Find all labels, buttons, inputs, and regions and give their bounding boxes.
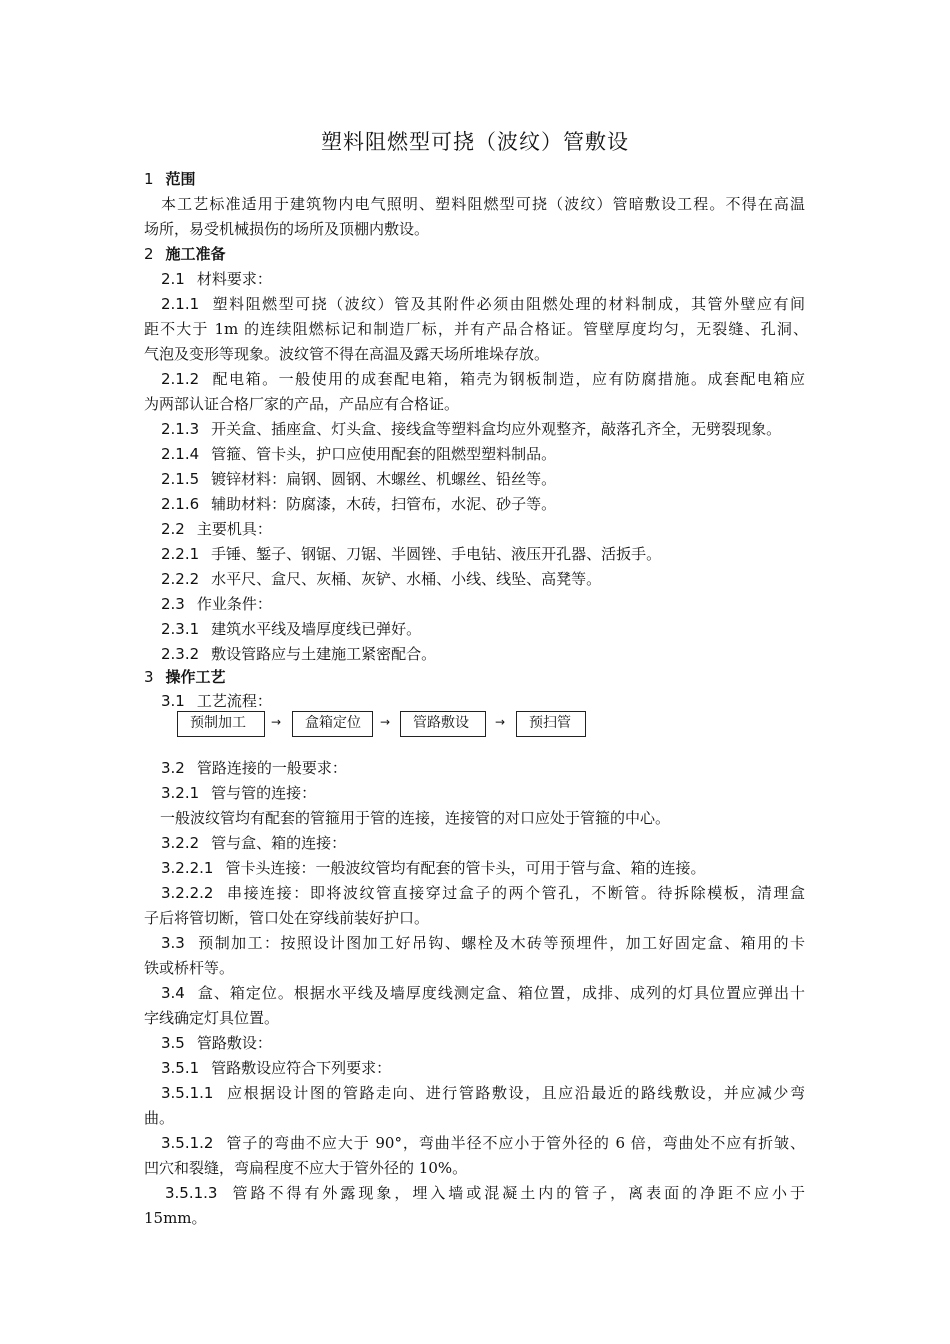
clause-3-4 xyxy=(161,983,805,1003)
section-number: 1 xyxy=(144,170,154,188)
clause-2-1-6 xyxy=(161,494,825,514)
clause-3-5-1 xyxy=(161,1058,825,1078)
clause-3-1 xyxy=(161,691,825,711)
clause-number: 3.2.2.1 xyxy=(161,859,214,877)
flow-step-pipe-sweeping: 预扫管 xyxy=(516,711,586,737)
clause-number: 2.1.1 xyxy=(161,295,200,313)
clause-2-1-1 xyxy=(161,294,805,314)
clause-text: 管箍、管卡头，护口应使用配套的阻燃型塑料制品。 xyxy=(211,445,557,463)
flow-step-box-positioning: 盒箱定位 xyxy=(292,711,373,737)
clause-3-2 xyxy=(161,758,825,778)
clause-text: 管与盒、箱的连接： xyxy=(211,834,347,852)
clause-text: 管卡头连接：一般波纹管均有配套的管卡头，可用于管与盒、箱的连接。 xyxy=(225,859,706,877)
clause-text: 管路敷设： xyxy=(196,1034,272,1052)
clause-number: 3.5.1.2 xyxy=(161,1134,214,1152)
clause-text: 管路敷设应符合下列要求： xyxy=(211,1059,392,1077)
clause-number: 3.2.1 xyxy=(161,784,200,802)
clause-text: 手锤、錾子、钢锯、刀锯、半圆锉、手电钻、液压开孔器、活扳手。 xyxy=(211,545,662,563)
clause-number: 3.5.1.1 xyxy=(161,1084,214,1102)
clause-text: 开关盒、插座盒、灯头盒、接线盒等塑料盒均应外观整齐，敲落孔齐全，无劈裂现象。 xyxy=(211,420,782,438)
clause-2-1-5 xyxy=(161,469,825,489)
clause-text: 配电箱。一般使用的成套配电箱，箱壳为钢板制造，应有防腐措施。成套配电箱应 xyxy=(211,370,805,388)
clause-text: 敷设管路应与土建施工紧密配合。 xyxy=(211,645,437,663)
clause-number: 3.3 xyxy=(161,934,185,952)
clause-text: 材料要求： xyxy=(196,270,272,288)
arrow-right-icon: → xyxy=(380,715,391,729)
clause-2-1-2 xyxy=(161,369,805,389)
clause-text: 塑料阻燃型可挠（波纹）管及其附件必须由阻燃处理的材料制成，其管外壁应有间 xyxy=(211,295,805,313)
clause-text: 辅助材料：防腐漆，木砖，扫管布，水泥、砂子等。 xyxy=(211,495,557,513)
clause-text: 主要机具： xyxy=(196,520,272,538)
clause-text: 作业条件： xyxy=(196,595,272,613)
section-heading-3 xyxy=(144,667,808,687)
arrow-right-icon: → xyxy=(271,715,282,729)
clause-number: 3.5 xyxy=(161,1034,185,1052)
clause-number: 3.2.2.2 xyxy=(161,884,214,902)
clause-number: 2.3.1 xyxy=(161,620,200,638)
clause-2-3 xyxy=(161,594,825,614)
clause-number: 3.5.1.3 xyxy=(165,1184,218,1202)
clause-3-5 xyxy=(161,1033,825,1053)
clause-2-1-4 xyxy=(161,444,825,464)
clause-text: 水平尺、盒尺、灰桶、灰铲、水桶、小线、线坠、高凳等。 xyxy=(211,570,602,588)
clause-3-5-1-2 xyxy=(161,1133,805,1153)
paragraph-line: 气泡及变形等现象。波纹管不得在高温及露天场所堆垛存放。 xyxy=(144,345,550,363)
paragraph-line: 为两部认证合格厂家的产品，产品应有合格证。 xyxy=(144,395,460,413)
clause-number: 2.1.5 xyxy=(161,470,200,488)
clause-number: 2.1.2 xyxy=(161,370,200,388)
clause-text: 应根据设计图的管路走向、进行管路敷设，且应沿最近的路线敷设，并应减少弯 xyxy=(225,1084,805,1102)
paragraph-line: 铁或桥杆等。 xyxy=(144,959,235,977)
clause-2-3-2 xyxy=(161,644,825,664)
clause-number: 3.2 xyxy=(161,759,185,777)
section-title: 范围 xyxy=(165,170,196,188)
clause-2-2 xyxy=(161,519,825,539)
clause-2-2-1 xyxy=(161,544,825,564)
clause-text: 管路不得有外露现象，埋入墙或混凝土内的管子，离表面的净距不应小于 xyxy=(229,1184,805,1202)
clause-text: 盒、箱定位。根据水平线及墙厚度线测定盒、箱位置，成排、成列的灯具位置应弹出十 xyxy=(196,984,805,1002)
clause-2-2-2 xyxy=(161,569,825,589)
clause-number: 2.1.6 xyxy=(161,495,200,513)
paragraph-line: 凹穴和裂缝，弯扁程度不应大于管外径的 10%。 xyxy=(144,1159,468,1177)
clause-number: 3.1 xyxy=(161,692,185,710)
clause-number: 2.2 xyxy=(161,520,185,538)
paragraph-line: 子后将管切断，管口处在穿线前装好护口。 xyxy=(144,909,430,927)
clause-text: 镀锌材料：扁钢、圆钢、木螺丝、机螺丝、铅丝等。 xyxy=(211,470,557,488)
clause-number: 3.2.2 xyxy=(161,834,200,852)
paragraph-line: 距不大于 1m 的连续阻燃标记和制造厂标，并有产品合格证。管壁厚度均匀，无裂缝、孔洞、 xyxy=(144,320,808,338)
clause-number: 2.2.1 xyxy=(161,545,200,563)
clause-text: 预制加工：按照设计图加工好吊钩、螺栓及木砖等预埋件，加工好固定盒、箱用的卡 xyxy=(196,934,805,952)
arrow-right-icon: → xyxy=(495,715,506,729)
clause-text: 工艺流程： xyxy=(196,692,272,710)
clause-number: 2.1 xyxy=(161,270,185,288)
flow-step-prefabrication: 预制加工 xyxy=(177,711,265,737)
clause-3-2-1 xyxy=(161,783,825,803)
section-title: 操作工艺 xyxy=(165,668,226,686)
clause-text: 建筑水平线及墙厚度线已弹好。 xyxy=(211,620,422,638)
clause-3-2-2-2 xyxy=(161,883,805,903)
clause-3-3 xyxy=(161,933,805,953)
document-title: 塑料阻燃型可挠（波纹）管敷设 xyxy=(321,130,629,154)
paragraph-line: 本工艺标准适用于建筑物内电气照明、塑料阻燃型可挠（波纹）管暗敷设工程。不得在高温 xyxy=(161,195,805,213)
clause-3-5-1-3 xyxy=(165,1183,805,1203)
clause-text: 管子的弯曲不应大于 90°，弯曲半径不应小于管外径的 6 倍，弯曲处不应有折皱、 xyxy=(225,1134,805,1152)
clause-3-2-2-1 xyxy=(161,858,825,878)
paragraph-line: 字线确定灯具位置。 xyxy=(144,1009,280,1027)
clause-number: 3.4 xyxy=(161,984,185,1002)
clause-text: 管与管的连接： xyxy=(211,784,317,802)
section-number: 2 xyxy=(144,245,154,263)
clause-3-2-2 xyxy=(161,833,825,853)
flow-step-pipe-laying: 管路敷设 xyxy=(400,711,486,737)
clause-2-1-3 xyxy=(161,419,825,439)
clause-number: 2.1.3 xyxy=(161,420,200,438)
clause-number: 3.5.1 xyxy=(161,1059,200,1077)
clause-number: 2.2.2 xyxy=(161,570,200,588)
section-heading-1 xyxy=(144,169,808,189)
clause-number: 2.1.4 xyxy=(161,445,200,463)
clause-2-1 xyxy=(161,269,825,289)
clause-3-5-1-1 xyxy=(161,1083,805,1103)
paragraph-line: 一般波纹管均有配套的管箍用于管的连接，连接管的对口应处于管箍的中心。 xyxy=(160,809,671,827)
clause-number: 2.3 xyxy=(161,595,185,613)
clause-text: 管路连接的一般要求： xyxy=(196,759,347,777)
clause-2-3-1 xyxy=(161,619,825,639)
clause-number: 2.3.2 xyxy=(161,645,200,663)
section-number: 3 xyxy=(144,668,154,686)
paragraph-line: 15mm。 xyxy=(144,1209,207,1227)
paragraph-line: 曲。 xyxy=(144,1109,175,1127)
section-heading-2 xyxy=(144,244,808,264)
paragraph-line: 场所，易受机械损伤的场所及顶棚内敷设。 xyxy=(144,220,430,238)
process-flowchart xyxy=(0,711,950,739)
section-title: 施工准备 xyxy=(165,245,226,263)
clause-text: 串接连接：即将波纹管直接穿过盒子的两个管孔，不断管。待拆除模板，清理盒 xyxy=(225,884,805,902)
